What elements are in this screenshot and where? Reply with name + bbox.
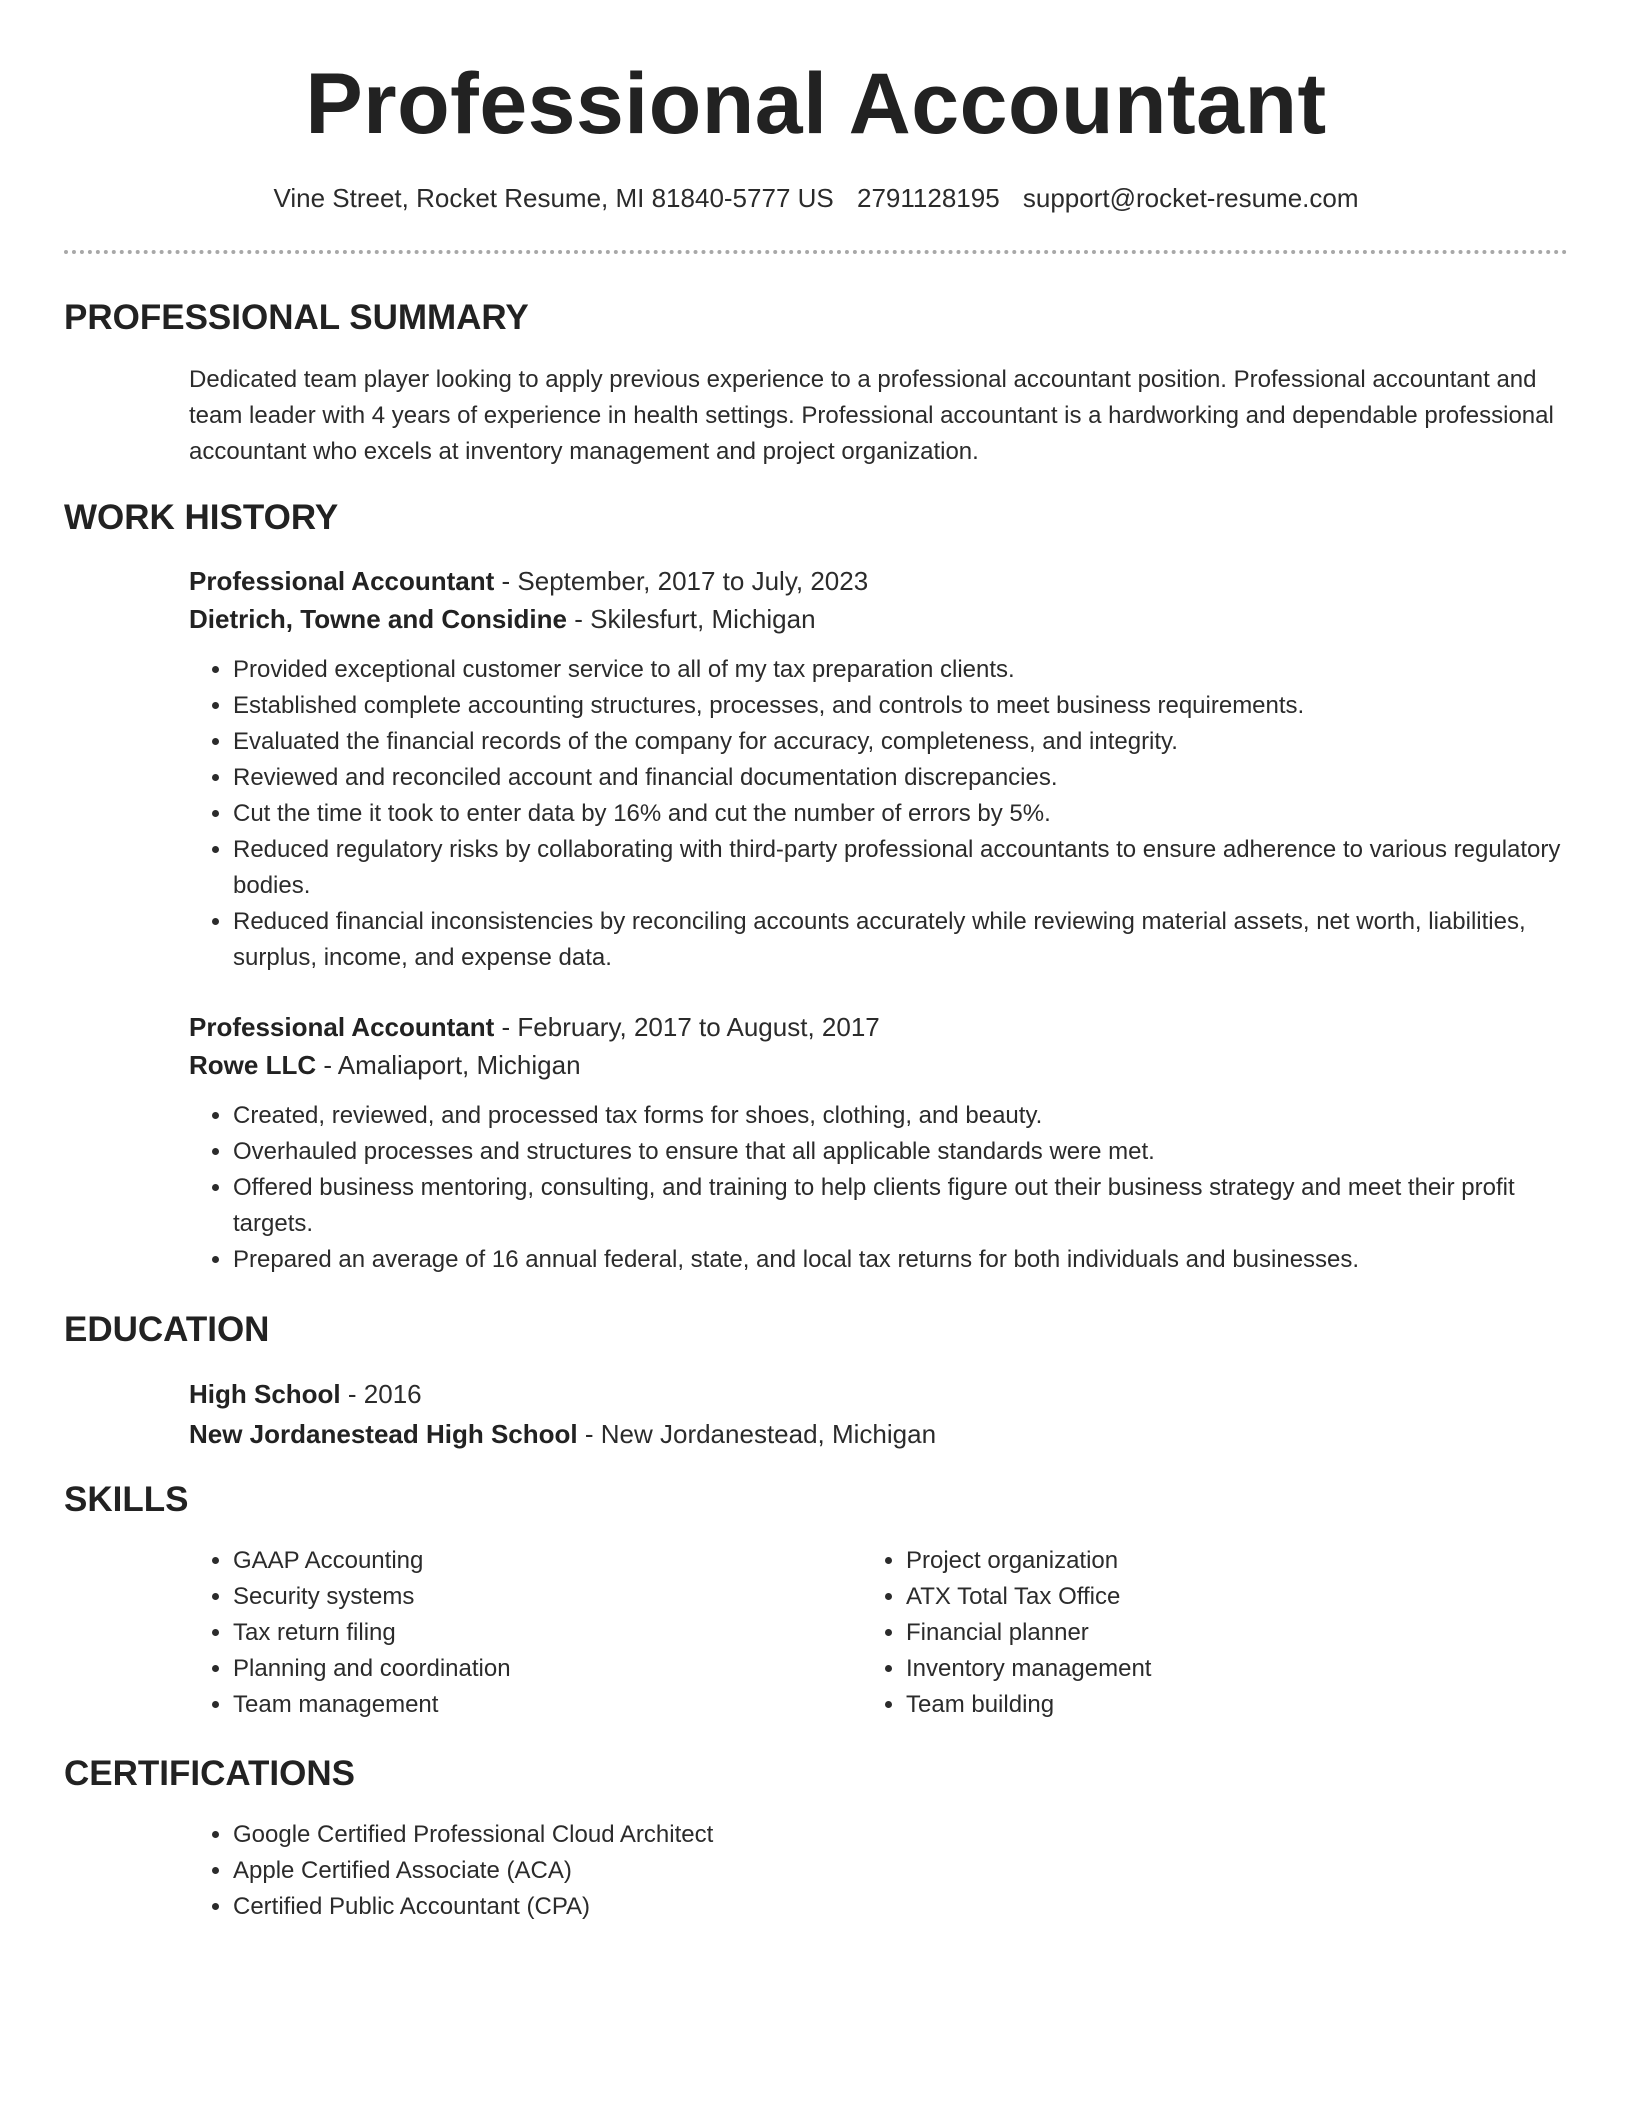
- work-history-heading: WORK HISTORY: [64, 498, 339, 537]
- summary-heading: PROFESSIONAL SUMMARY: [64, 298, 529, 337]
- header-divider: [64, 250, 1568, 254]
- skills-list-left: [189, 1543, 809, 1723]
- job-dates: - February, 2017 to August, 2017: [494, 1012, 880, 1042]
- list-item: • Reduced regulatory risks by collaborating with third-party professional accountants to ensure adherence to various regulatory bodies.: [233, 832, 1569, 904]
- skills-column-right: [862, 1543, 1482, 1723]
- summary-text: Dedicated team player looking to apply previous experience to a professional accountant position. Professional accountant and team leader with 4 years of experience in health settings. Professional accountant is a hardworking and dependable professional accountant who excels at inventory management and project organization.: [189, 366, 1554, 465]
- job-title-line: [189, 1008, 1569, 1046]
- job-bullets: [189, 652, 1569, 976]
- job-entry-1: [189, 562, 1569, 976]
- skills-heading: SKILLS: [64, 1480, 189, 1519]
- contact-email: support@rocket-resume.com: [1022, 183, 1359, 213]
- job-bullets: [189, 1098, 1569, 1278]
- job-role: Professional Accountant: [189, 1012, 495, 1042]
- job-dates: - September, 2017 to July, 2023: [494, 566, 869, 596]
- education-degree: High School: [189, 1379, 341, 1409]
- list-item: • Overhauled processes and structures to ensure that all applicable standards were met.: [233, 1134, 1569, 1170]
- education-school: New Jordanestead High School: [189, 1419, 578, 1449]
- list-item: • Reviewed and reconciled account and financial documentation discrepancies.: [233, 760, 1569, 796]
- skills-column-left: [189, 1543, 809, 1723]
- list-item: • Certified Public Accountant (CPA): [233, 1889, 1569, 1925]
- certifications-heading: CERTIFICATIONS: [64, 1754, 356, 1793]
- list-item: • Security systems: [233, 1579, 809, 1615]
- contact-phone: 2791128195: [856, 183, 1000, 213]
- list-item: • Reduced financial inconsistencies by reconciling accounts accurately while reviewing material assets, net worth, liabilities, surplus, income, and expense data.: [233, 904, 1569, 976]
- list-item: • Cut the time it took to enter data by 16% and cut the number of errors by 5%.: [233, 796, 1569, 832]
- job-role: Professional Accountant: [189, 566, 495, 596]
- list-item: • Offered business mentoring, consulting, and training to help clients figure out their business strategy and meet their profit targets.: [233, 1170, 1569, 1242]
- list-item: • Provided exceptional customer service to all of my tax preparation clients.: [233, 652, 1569, 688]
- education-school-line: [189, 1414, 1569, 1454]
- education-location: - New Jordanestead, Michigan: [577, 1419, 937, 1449]
- summary-section: [189, 362, 1569, 470]
- list-item: • Team management: [233, 1687, 809, 1723]
- list-item: • Established complete accounting structures, processes, and controls to meet business requirements.: [233, 688, 1569, 724]
- list-item: • ATX Total Tax Office: [906, 1579, 1482, 1615]
- job-location: - Amaliaport, Michigan: [316, 1050, 581, 1080]
- contact-address: Vine Street, Rocket Resume, MI 81840-5777 US: [273, 183, 834, 213]
- list-item: • Google Certified Professional Cloud Architect: [233, 1817, 1569, 1853]
- resume-name: Professional Accountant: [305, 56, 1327, 152]
- list-item: • Apple Certified Associate (ACA): [233, 1853, 1569, 1889]
- job-entry-2: [189, 1008, 1569, 1278]
- job-company-line: [189, 600, 1569, 638]
- job-company-line: [189, 1046, 1569, 1084]
- list-item: • Evaluated the financial records of the company for accuracy, completeness, and integrity.: [233, 724, 1569, 760]
- list-item: • Team building: [906, 1687, 1482, 1723]
- job-location: - Skilesfurt, Michigan: [567, 604, 816, 634]
- list-item: • Planning and coordination: [233, 1651, 809, 1687]
- list-item: • Tax return filing: [233, 1615, 809, 1651]
- list-item: • Project organization: [906, 1543, 1482, 1579]
- education-year: - 2016: [340, 1379, 422, 1409]
- education-degree-line: [189, 1374, 1569, 1414]
- job-title-line: [189, 562, 1569, 600]
- job-company: Rowe LLC: [189, 1050, 317, 1080]
- list-item: • Inventory management: [906, 1651, 1482, 1687]
- list-item: • Created, reviewed, and processed tax forms for shoes, clothing, and beauty.: [233, 1098, 1569, 1134]
- list-item: • Financial planner: [906, 1615, 1482, 1651]
- education-heading: EDUCATION: [64, 1310, 270, 1349]
- education-entry: [189, 1374, 1569, 1454]
- list-item: • Prepared an average of 16 annual federal, state, and local tax returns for both individuals and businesses.: [233, 1242, 1569, 1278]
- certifications-section: [189, 1817, 1569, 1925]
- contact-line: [0, 180, 1632, 216]
- skills-list-right: [862, 1543, 1482, 1723]
- list-item: • GAAP Accounting: [233, 1543, 809, 1579]
- certifications-list: [189, 1817, 1569, 1925]
- job-company: Dietrich, Towne and Considine: [189, 604, 567, 634]
